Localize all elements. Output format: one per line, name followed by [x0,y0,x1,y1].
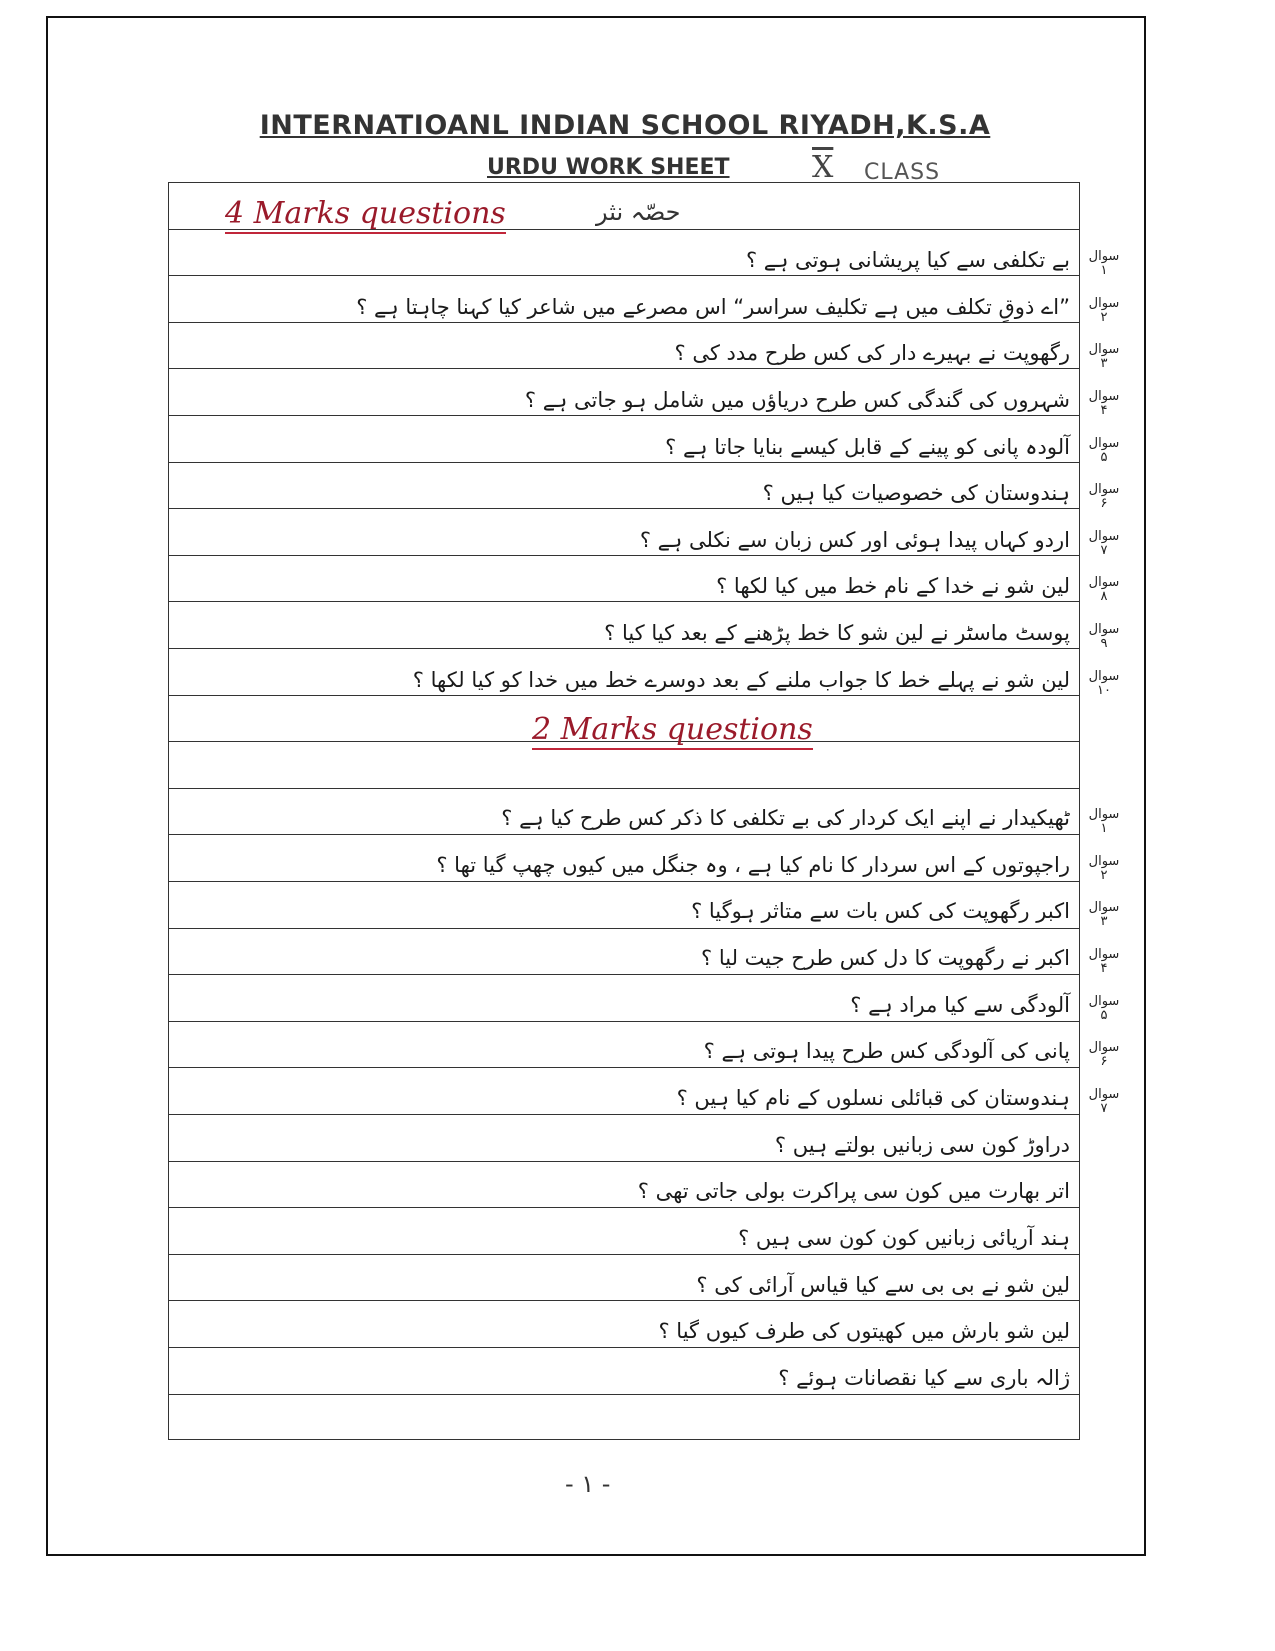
question-label: سوال ۴ [1088,947,1120,976]
question-4m-1: بے تکلفی سے کیا پریشانی ہوتی ہے ؟ [745,248,1070,272]
question-label: سوال ۵ [1088,436,1120,465]
question-label: سوال ۹ [1088,622,1120,651]
question-label: سوال ۷ [1088,529,1120,558]
ruled-line [168,368,1080,369]
question-2m-10: ہند آریائی زبانیں کون کون سی ہیں ؟ [738,1226,1070,1250]
class-label: CLASS [864,160,941,185]
question-2m-6: پانی کی آلودگی کس طرح پیدا ہوتی ہے ؟ [703,1039,1070,1063]
ruled-line [168,322,1080,323]
question-label: سوال ۴ [1088,389,1120,418]
question-2m-9: اتر بھارت میں کون سی پراکرت بولی جاتی تھی ؟ [637,1179,1070,1203]
question-4m-5: آلودہ پانی کو پینے کے قابل کیسے بنایا جاتا ہے ؟ [665,435,1070,459]
question-2m-3: اکبر رگھوپت کی کس بات سے متاثر ہوگیا ؟ [691,899,1070,923]
two-marks-heading: 2 Marks questions [532,712,813,747]
ruled-line [168,601,1080,602]
question-4m-9: پوسٹ ماسٹر نے لین شو کا خط پڑھنے کے بعد کیا کیا ؟ [604,621,1070,645]
ruled-line [168,1067,1080,1068]
ruled-line [168,928,1080,929]
ruled-line [168,1207,1080,1208]
question-label: سوال ۳ [1088,342,1120,371]
question-2m-7: ہندوستان کی قبائلی نسلوں کے نام کیا ہیں ؟ [676,1086,1070,1110]
question-4m-3: رگھوپت نے بہیرے دار کی کس طرح مدد کی ؟ [674,341,1070,365]
prose-section-heading: حصّہ نثر [596,198,681,226]
question-2m-2: راجپوتوں کے اس سردار کا نام کیا ہے ، وہ جنگل میں کیوں چھپ گیا تھا ؟ [436,853,1070,877]
ruled-line [168,974,1080,975]
question-label: سوال ۶ [1088,1040,1120,1069]
ruled-line [168,1347,1080,1348]
ruled-line [168,555,1080,556]
question-4m-4: شہروں کی گندگی کس طرح دریاؤں میں شامل ہو جاتی ہے ؟ [524,388,1070,412]
question-label: سوال ۶ [1088,482,1120,511]
question-2m-11: لین شو نے بی بی سے کیا قیاس آرائی کی ؟ [696,1273,1070,1297]
question-label: سوال ۵ [1088,994,1120,1023]
ruled-line [168,275,1080,276]
ruled-line [168,508,1080,509]
school-title: INTERNATIOANL INDIAN SCHOOL RIYADH,K.S.A [259,110,991,141]
class-numeral: $\overline{X}$ [812,150,834,185]
question-label: سوال ۲ [1088,296,1120,325]
ruled-line [168,1254,1080,1255]
question-2m-1: ٹھیکیدار نے اپنے ایک کردار کی بے تکلفی کا ذکر کس طرح کیا ہے ؟ [501,806,1070,830]
question-4m-2: ”اے ذوقِ تکلف میں ہے تکلیف سراسر“ اس مصرعے میں شاعر کیا کہنا چاہتا ہے ؟ [356,295,1070,319]
ruled-line [168,695,1080,696]
question-label: سوال ۸ [1088,575,1120,604]
ruled-line [168,788,1080,789]
worksheet-title: URDU WORK SHEET [487,155,730,180]
question-4m-8: لین شو نے خدا کے نام خط میں کیا لکھا ؟ [716,574,1070,598]
question-4m-10: لین شو نے پہلے خط کا جواب ملنے کے بعد دوسرے خط میں خدا کو کیا لکھا ؟ [412,668,1070,692]
ruled-line [168,1161,1080,1162]
four-marks-heading: 4 Marks questions [225,196,506,231]
question-label: سوال ۲ [1088,854,1120,883]
ruled-line [168,1394,1080,1395]
question-label: سوال ۷ [1088,1087,1120,1116]
question-2m-8: دراوڑ کون سی زبانیں بولتے ہیں ؟ [774,1133,1070,1157]
ruled-line [168,1300,1080,1301]
question-label: سوال ۱ [1088,807,1120,836]
question-4m-7: اردو کہاں پیدا ہوئی اور کس زبان سے نکلی ہے ؟ [639,528,1070,552]
ruled-line [168,648,1080,649]
question-label: سوال ۳ [1088,900,1120,929]
question-label: سوال ۱۰ [1088,669,1120,698]
ruled-line [168,1021,1080,1022]
ruled-line [168,415,1080,416]
question-label: سوال ۱ [1088,249,1120,278]
question-2m-12: لین شو بارش میں کھیتوں کی طرف کیوں گیا ؟ [658,1319,1070,1343]
question-2m-4: اکبر نے رگھوپت کا دل کس طرح جیت لیا ؟ [701,946,1070,970]
question-4m-6: ہندوستان کی خصوصیات کیا ہیں ؟ [762,481,1070,505]
ruled-line [168,462,1080,463]
question-2m-5: آلودگی سے کیا مراد ہے ؟ [850,993,1070,1017]
page-number: - ۱ - [565,1470,611,1498]
question-2m-13: ژالہ باری سے کیا نقصانات ہوئے ؟ [778,1366,1070,1390]
ruled-line [168,1114,1080,1115]
ruled-line [168,834,1080,835]
ruled-line [168,881,1080,882]
